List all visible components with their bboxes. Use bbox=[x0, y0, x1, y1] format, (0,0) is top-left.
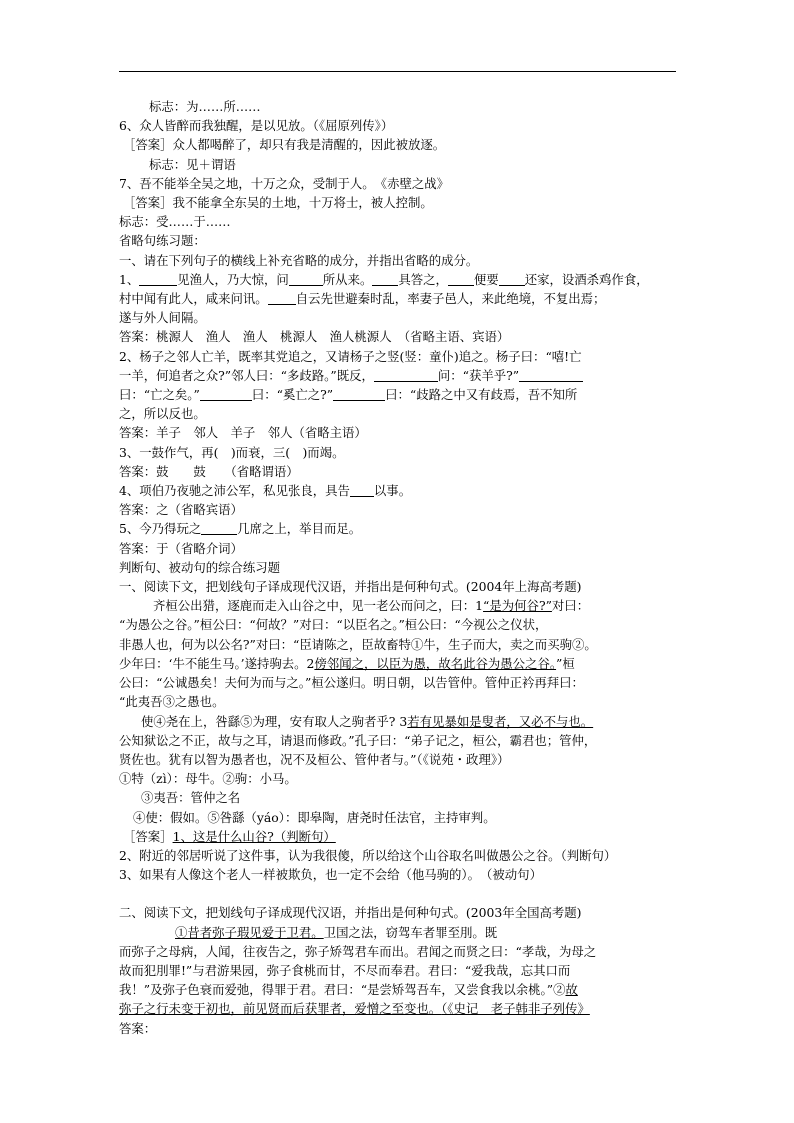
text-line bbox=[119, 999, 677, 1018]
text-line: ［答案］我不能拿全东吴的土地，十万将士，被人控制。 bbox=[123, 195, 433, 211]
text-line: 二、阅读下文，把划线句子译成现代汉语，并指出是何种句式。(2003年全国高考题) bbox=[119, 905, 582, 921]
text-line: 公曰：“公诚愚矣！夫何为而与之。”桓公遂归。明日朝，以告管仲。管仲正衿再拜曰： bbox=[119, 675, 584, 691]
text-segment: 问：“获羊乎?” bbox=[437, 367, 520, 383]
section-heading: 判断句、被动句的综合练习题 bbox=[119, 559, 281, 575]
text-line: 之，所以反也。 bbox=[119, 406, 206, 422]
text-line bbox=[119, 654, 677, 673]
text-segment: 村中闻有此人，咸来问讯。 bbox=[119, 291, 268, 307]
underlined-sentence: 若有见暴如是叟者，又必不与也。 bbox=[407, 713, 594, 729]
text-line bbox=[119, 270, 677, 289]
text-line: “此夷吾③之愚也。 bbox=[119, 694, 225, 710]
fill-blank bbox=[200, 387, 252, 401]
text-segment: 卫国之法，窃驾车者罪至刖。既 bbox=[323, 924, 498, 940]
footnote: ③夷吾：管仲之名 bbox=[141, 790, 241, 806]
text-segment: ［答案］ bbox=[123, 828, 173, 844]
text-line bbox=[119, 980, 677, 999]
text-line: 一、请在下列句子的横线上补充省略的成分，并指出省略的成分。 bbox=[119, 252, 479, 268]
fill-blank bbox=[289, 272, 323, 286]
fill-blank bbox=[201, 521, 237, 535]
text-line bbox=[119, 923, 677, 942]
text-segment: 对曰： bbox=[551, 598, 590, 614]
text-line: 贤佐也。犹有以智为愚者也，况不及桓公、管仲者与。”（《说苑・政理》） bbox=[119, 751, 510, 767]
text-segment: ”桓 bbox=[556, 655, 575, 671]
text-line: 标志：受……于…… bbox=[119, 214, 231, 230]
underlined-sentence: 故 bbox=[565, 982, 578, 998]
fill-blank bbox=[333, 387, 385, 401]
text-segment: 还家，设酒杀鸡作食， bbox=[524, 271, 649, 287]
text-segment: 使④尧在上，咎繇⑤为理，安有取人之驹者乎? 3 bbox=[141, 713, 408, 729]
text-line: 6、众人皆醉而我独醒，是以见放。（《屈原列传》） bbox=[119, 118, 394, 134]
text-segment: 几席之上，举目而足。 bbox=[237, 521, 362, 537]
text-line bbox=[119, 289, 677, 308]
fill-blank bbox=[139, 272, 177, 286]
text-line bbox=[119, 481, 677, 500]
text-line: 标志：为……所…… bbox=[149, 99, 261, 114]
text-segment: 曰：“奚亡之?” bbox=[251, 387, 334, 403]
text-line: ［答案］众人都喝醉了，却只有我是清醒的，因此被放逐。 bbox=[123, 137, 446, 153]
text-segment: 曰：“亡之矣。” bbox=[119, 387, 200, 403]
text-segment: 自云先世避秦时乱，率妻子邑人，来此绝境，不复出焉； bbox=[295, 291, 606, 307]
answer-line: 答案：桃源人 渔人 渔人 桃源人 渔人桃源人 （省略主语、宾语） bbox=[119, 329, 510, 345]
text-line: 标志：见＋谓语 bbox=[149, 156, 236, 172]
source-citation: （《史记 老子韩非子列传》 bbox=[441, 1001, 590, 1017]
header-rule bbox=[119, 71, 676, 72]
fill-blank bbox=[519, 368, 583, 382]
text-line: 遂与外人间隔。 bbox=[119, 310, 206, 326]
answer-line: 2、附近的邻居听说了这件事，认为我很傻，所以给这个山谷取名叫做愚公之谷。（判断句） bbox=[119, 847, 617, 863]
text-segment: 便要 bbox=[473, 271, 499, 287]
document-body bbox=[119, 97, 677, 1038]
answer-line: 3、如果有人像这个老人一样被欺负，也一定不会给（他马驹的）。 （被动句） bbox=[119, 867, 542, 883]
underlined-sentence: “是为何谷?” bbox=[483, 598, 552, 614]
answer-line bbox=[119, 827, 677, 846]
fill-blank bbox=[499, 272, 525, 286]
text-segment: 我！”及弥子色衰而爱弛，得罪于君。君曰：“是尝矫驾吾车，又尝食我以余桃。”② bbox=[119, 982, 566, 998]
text-line bbox=[119, 712, 677, 731]
text-line: 公知狱讼之不正，故与之耳，请退而修政。”孔子曰：“弟子记之，桓公，霸君也；管仲， bbox=[119, 732, 597, 748]
text-segment: 曰：“歧路之中又有歧焉，吾不知所 bbox=[385, 387, 578, 403]
underlined-sentence: ①昔者弥子瑕见爱于卫君。 bbox=[175, 924, 324, 940]
text-segment: 具答之， bbox=[398, 271, 448, 287]
text-segment: 所从来。 bbox=[322, 271, 373, 287]
text-line: 一、阅读下文，把划线句子译成现代汉语，并指出是何种句式。(2004年上海高考题) bbox=[119, 579, 582, 595]
text-segment: 少年曰：‘牛不能生马。’遂持驹去。2 bbox=[119, 655, 315, 671]
blank-gap bbox=[119, 884, 677, 903]
text-line: 2、杨子之邻人亡羊，既率其党追之，又请杨子之竖(竖：童仆)追之。杨子曰：“嘻!亡 bbox=[119, 348, 582, 364]
text-line: 故而犯刖罪!”与君游果园，弥子食桃而甘，不尽而奉君。君曰：“爱我哉，忘其口而 bbox=[119, 962, 571, 978]
text-line: 3、一鼓作气，再( )而衰，三( )而竭。 bbox=[119, 444, 345, 460]
footnote: ①特（zì）：母牛。②驹：小马。 bbox=[119, 771, 297, 787]
text-segment: 4、项伯乃夜驰之沛公军，私见张良，具告 bbox=[119, 483, 350, 499]
text-line bbox=[119, 596, 677, 615]
text-line: 而弥子之母病，人闻，往夜告之，弥子矫驾君车而出。君闻之而贤之曰：“孝哉，为母之 bbox=[119, 943, 597, 959]
answer-line: 答案：之（省略宾语） bbox=[119, 502, 243, 518]
underlined-sentence: 傍邻闻之，以臣为愚，故名此谷为愚公之谷。 bbox=[314, 655, 557, 671]
text-segment: 1、 bbox=[119, 271, 140, 287]
section-heading: 省略句练习题： bbox=[119, 233, 206, 249]
fill-blank bbox=[448, 272, 474, 286]
text-segment: 见渔人，乃大惊，问 bbox=[177, 271, 289, 287]
text-segment: 齐桓公出猎，逐鹿而走入山谷之中，见一老公而问之，曰：1 bbox=[153, 598, 484, 614]
fill-blank bbox=[374, 368, 438, 382]
fill-blank bbox=[372, 272, 398, 286]
text-segment: 以事。 bbox=[373, 483, 412, 499]
answer-line: 答案： bbox=[119, 1020, 157, 1036]
text-segment: 一羊，何追者之众?”邻人曰：“多歧路。”既反， bbox=[119, 367, 374, 383]
fill-blank bbox=[350, 483, 374, 497]
underlined-number: 1、这是什么山谷?（判断句） bbox=[172, 828, 336, 844]
text-segment: 5、今乃得玩之 bbox=[119, 521, 202, 537]
text-line: 7、吾不能举全吴之地，十万之众，受制于人。 《赤壁之战》 bbox=[119, 175, 450, 191]
text-line: 非愚人也，何为以公名?”对曰：“臣请陈之，臣故畜特①牛，生子而大，卖之而买驹②。 bbox=[119, 636, 597, 652]
fill-blank bbox=[268, 291, 296, 305]
answer-line: 答案：于（省略介词） bbox=[119, 540, 243, 556]
underlined-sentence: 弥子之行未变于初也，前见贤而后获罪者，爱憎之至变也。 bbox=[119, 1001, 442, 1017]
footnote: ④使：假如。⑤咎繇（yáo）：即皋陶，唐尧时任法官，主持审判。 bbox=[133, 809, 496, 825]
text-line bbox=[119, 519, 677, 538]
answer-line: 答案：羊子 邻人 羊子 邻人（省略主语） bbox=[119, 425, 367, 441]
text-line: “为愚公之谷。”桓公曰：“何故？”对曰：“以臣名之。”桓公曰：“今视公之仪状， bbox=[119, 617, 548, 633]
text-line bbox=[119, 366, 677, 385]
text-line bbox=[119, 385, 677, 404]
answer-line: 答案：鼓 鼓 （省略谓语） bbox=[119, 463, 299, 479]
